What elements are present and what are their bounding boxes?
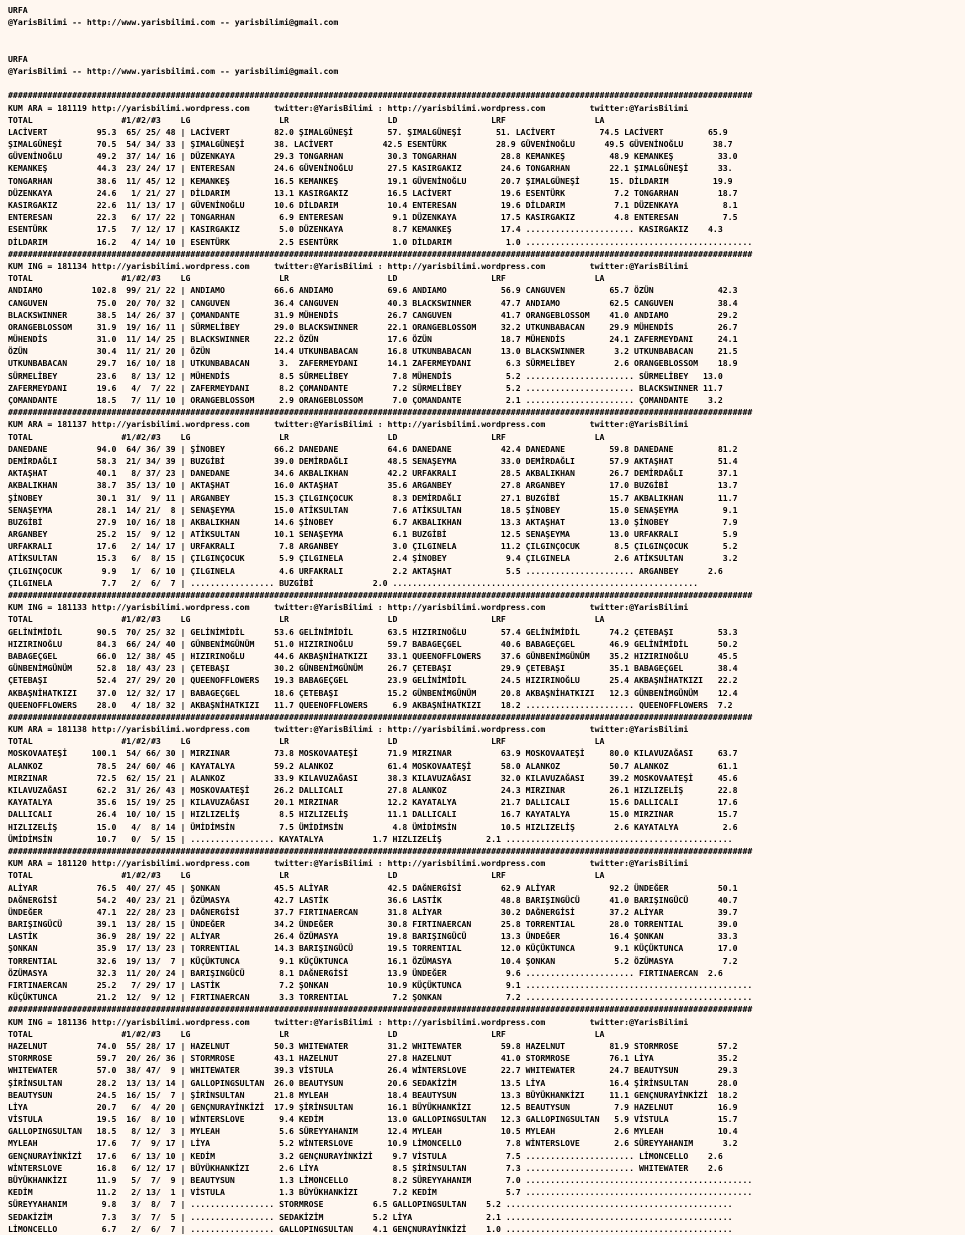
text-line: ATİKSULTAN 15.3 6/ 8/ 15 | ÇILGINÇOCUK 5.9 ÇILGINELA 2.4 ŞİNOBEY 9.4 ÇILGINELA 2.6 ATİKSULTAN 3.2 bbox=[8, 553, 738, 564]
text-line: VİSTULA 19.5 16/ 8/ 10 | WİNTERSLOVE 9.4 KEDİM 13.0 GALLOPINGSULTAN 12.3 GALLOPINGSULTAN 5.9 VİSTULA 15.7 bbox=[8, 1114, 738, 1125]
text-line: SÜREYYAHANIM 9.8 3/ 8/ 7 | ................. STORMROSE 6.5 GALLOPINGSULTAN 5.2 .............................................. bbox=[8, 1199, 733, 1210]
text-line: ŞİNOBEY 30.1 31/ 9/ 11 | ARGANBEY 15.3 ÇILGINÇOCUK 8.3 DEMİRDAĞLI 27.1 BUZGİBİ 15.7 AKBALIKHAN 11.7 bbox=[8, 492, 738, 503]
text-line: AKBALIKHAN 38.7 35/ 13/ 10 | AKTAŞHAT 16.0 AKTAŞHAT 35.6 ARGANBEY 27.8 ARGANBEY 17.0 BUZGİBİ 13.7 bbox=[8, 480, 738, 491]
text-line: CANGUVEN 75.0 20/ 70/ 32 | CANGUVEN 36.4 CANGUVEN 40.3 BLACKSWINNER 47.7 ANDIAMO 62.5 CANGUVEN 38.4 bbox=[8, 297, 738, 308]
text-line: AKTAŞHAT 40.1 8/ 37/ 23 | DANEDANE 34.6 AKBALIKHAN 42.2 URFAKRALI 28.5 AKBALIKHAN 26.7 DEMİRDAĞLI 37.1 bbox=[8, 468, 738, 479]
text-line: KUM ARA = 181138 http://yarisbilimi.wordpress.com twitter:@YarisBilimi : http://yarisbilimi.wordpress.com twitter:@YarisBilimi bbox=[8, 724, 689, 735]
text-line: GELİNİMİDİL 90.5 70/ 25/ 32 | GELİNİMİDİL 53.6 GELİNİMİDİL 63.5 HIZIRINOĞLU 57.4 GELİNİMİDİL 74.2 ÇETEBAŞI 53.3 bbox=[8, 626, 738, 637]
text-line: KEDİM 11.2 2/ 13/ 1 | VİSTULA 1.3 BÜYÜKHANKİZI 7.2 KEDİM 5.7 .............................................. bbox=[8, 1187, 753, 1198]
text-line: ŞONKAN 35.9 17/ 13/ 23 | TORRENTIAL 14.3 BARIŞINGÜCÜ 19.5 TORRENTIAL 12.0 KÜÇÜKTUNCA 9.1 KÜÇÜKTUNCA 17.0 bbox=[8, 943, 738, 954]
text-line: HAZELNUT 74.0 55/ 28/ 17 | HAZELNUT 50.3 WHITEWATER 31.2 WHITEWATER 59.8 HAZELNUT 81.9 STORMROSE 57.2 bbox=[8, 1040, 738, 1051]
text-line: ÇILGINELA 7.7 2/ 6/ 7 | ................. BUZGİBİ 2.0 .............................................................. bbox=[8, 577, 699, 588]
text-line: ÇETEBAŞI 52.4 27/ 29/ 20 | QUEENOFFLOWERS 19.3 BABAGEÇGEL 23.9 GELİNİMİDİL 24.5 HIZIRINOĞLU 25.4 AKBAŞNİHATKIZI 22.2 bbox=[8, 675, 738, 686]
text-line: SEDAKİZİM 7.3 3/ 7/ 5 | ................. SEDAKİZİM 5.2 LİYA 2.1 .............................................. bbox=[8, 1211, 733, 1222]
text-line: URFAKRALI 17.6 2/ 14/ 17 | URFAKRALI 7.8 ARGANBEY 3.0 ÇILGINELA 11.2 ÇILGINÇOCUK 8.5 ÇILGINÇOCUK 5.2 bbox=[8, 541, 738, 552]
text-line: HIZIRINOĞLU 84.3 66/ 24/ 40 | GÜNBENİMGÜNÜM 51.0 HIZIRINOĞLU 59.7 BABAGEÇGEL 40.6 BABAGEÇGEL 46.9 GELİNİMİDİL 50.2 bbox=[8, 638, 738, 649]
text-line: TOTAL #1/#2/#3 LG LR LD LRF LA bbox=[8, 114, 605, 125]
text-line: ####################################################################################################################################################### bbox=[8, 407, 753, 418]
text-line: SÜRMELİBEY 23.6 8/ 13/ 12 | MÜHENDİS 8.5 SÜRMELİBEY 7.8 MÜHENDİS 5.2 ...................... SÜRMELİBEY 13.0 bbox=[8, 370, 723, 381]
text-line: MYLEAH 17.6 7/ 9/ 17 | LİYA 5.2 WİNTERSLOVE 10.9 LİMONCELLO 7.8 WİNTERSLOVE 2.6 SÜREYYAHANIM 3.2 bbox=[8, 1138, 738, 1149]
text-line: ALANKOZ 78.5 24/ 60/ 46 | KAYATALYA 59.2 ALANKOZ 61.4 MOSKOVAATEŞİ 58.0 ALANKOZ 50.7 ALANKOZ 61.1 bbox=[8, 760, 738, 771]
text-line: ANDIAMO 102.8 99/ 21/ 22 | ANDIAMO 66.6 ANDIAMO 69.6 ANDIAMO 56.9 CANGUVEN 65.7 ÖZÜN 42.3 bbox=[8, 285, 738, 296]
text-line: TOTAL #1/#2/#3 LG LR LD LRF LA bbox=[8, 870, 605, 881]
text-line: ####################################################################################################################################################### bbox=[8, 1004, 753, 1015]
text-line: ŞİRİNSULTAN 28.2 13/ 13/ 14 | GALLOPINGSULTAN 26.0 BEAUTYSUN 20.6 SEDAKİZİM 13.5 LİYA 16.4 ŞİRİNSULTAN 28.0 bbox=[8, 1077, 738, 1088]
text-line: DAĞNERGİSİ 54.2 40/ 23/ 21 | ÖZÜMASYA 42.7 LASTİK 36.6 LASTİK 48.8 BARIŞINGÜCÜ 41.0 BARIŞINGÜCÜ 40.7 bbox=[8, 894, 738, 905]
text-line: ORANGEBLOSSOM 31.9 19/ 16/ 11 | SÜRMELİBEY 29.0 BLACKSWINNER 22.1 ORANGEBLOSSOM 32.2 UTKUNBABACAN 29.9 MÜHENDİS 26.7 bbox=[8, 321, 738, 332]
text-line: DİLDARIM 16.2 4/ 14/ 10 | ESENTÜRK 2.5 ESENTÜRK 1.0 DİLDARIM 1.0 .............................................. bbox=[8, 236, 753, 247]
text-line: ENTERESAN 22.3 6/ 17/ 22 | TONGARHAN 6.9 ENTERESAN 9.1 DÜZENKAYA 17.5 KASIRGAKIZ 4.8 ENTERESAN 7.5 bbox=[8, 212, 738, 223]
text-line: MÜHENDİS 31.0 11/ 14/ 25 | BLACKSWINNER 22.2 ÖZÜN 17.6 ÖZÜN 18.7 MÜHENDİS 24.1 ZAFERMEYDANI 24.1 bbox=[8, 334, 738, 345]
text-line: ÖZÜMASYA 32.3 11/ 20/ 24 | BARIŞINGÜCÜ 8.1 DAĞNERGİSİ 13.9 ÜNDEĞER 9.6 ...................... FIRTINAERCAN 2.6 bbox=[8, 967, 723, 978]
text-line: KEMANKEŞ 44.3 23/ 24/ 17 | ENTERESAN 24.6 GÜVENİNOĞLU 27.5 KASIRGAKIZ 24.6 TONGARHAN 22.1 ŞIMALGÜNEŞİ 33. bbox=[8, 163, 733, 174]
text-line: MOSKOVAATEŞİ 100.1 54/ 66/ 30 | MIRZINAR 73.8 MOSKOVAATEŞİ 71.9 MIRZINAR 63.9 MOSKOVAATEŞİ 80.0 KILAVUZAĞASI 63.7 bbox=[8, 748, 738, 759]
text-line: DÜZENKAYA 24.6 1/ 21/ 27 | DİLDARIM 13.1 KASIRGAKIZ 16.5 LACİVERT 19.6 ESENTÜRK 7.2 TONGARHAN 18.7 bbox=[8, 187, 738, 198]
text-line: ZAFERMEYDANI 19.6 4/ 7/ 22 | ZAFERMEYDANI 8.2 ÇOMANDANTE 7.2 SÜRMELİBEY 5.2 ...................... BLACKSWINNER 11.7 bbox=[8, 382, 723, 393]
text-line: ####################################################################################################################################################### bbox=[8, 90, 753, 101]
text-line: WİNTERSLOVE 16.8 6/ 12/ 17 | BÜYÜKHANKİZI 2.6 LİYA 8.5 ŞİRİNSULTAN 7.3 ...................... WHITEWATER 2.6 bbox=[8, 1162, 723, 1173]
text-line: GENÇNURAYİNKİZİ 17.6 6/ 13/ 10 | KEDİM 3.2 GENÇNURAYİNKİZİ 9.7 VİSTULA 7.5 ...................... LİMONCELLO 2.6 bbox=[8, 1150, 723, 1161]
text-line: ####################################################################################################################################################### bbox=[8, 845, 753, 856]
text-line: TOTAL #1/#2/#3 LG LR LD LRF LA bbox=[8, 273, 605, 284]
text-line: ÇILGINÇOCUK 9.9 1/ 6/ 10 | ÇILGINELA 4.6 URFAKRALI 2.2 AKTAŞHAT 5.5 ...................... ARGANBEY 2.6 bbox=[8, 565, 723, 576]
text-line: BUZGİBİ 27.9 10/ 16/ 18 | AKBALIKHAN 14.6 ŞİNOBEY 6.7 AKBALIKHAN 13.3 AKTAŞHAT 13.0 ŞİNOBEY 7.9 bbox=[8, 516, 738, 527]
text-line: ESENTÜRK 17.5 7/ 12/ 17 | KASIRGAKIZ 5.0 DÜZENKAYA 8.7 KEMANKEŞ 17.4 ...................... KASIRGAKIZ 4.3 bbox=[8, 224, 723, 235]
text-line: BEAUTYSUN 24.5 16/ 15/ 7 | ŞİRİNSULTAN 21.8 MYLEAH 18.4 BEAUTYSUN 13.3 BÜYÜKHANKİZI 11.1 GENÇNURAYİNKİZİ 18.2 bbox=[8, 1089, 738, 1100]
text-line: KUM ARA = 181120 http://yarisbilimi.wordpress.com twitter:@YarisBilimi : http://yarisbilimi.wordpress.com twitter:@YarisBilimi bbox=[8, 858, 689, 869]
text-line: GALLOPINGSULTAN 18.5 8/ 12/ 3 | MYLEAH 5.6 SÜREYYAHANIM 12.4 MYLEAH 10.5 MYLEAH 2.6 MYLEAH 10.4 bbox=[8, 1126, 738, 1137]
text-line: ALİYAR 76.5 40/ 27/ 45 | ŞONKAN 45.5 ALİYAR 42.5 DAĞNERGİSİ 62.9 ALİYAR 92.2 ÜNDEĞER 50.1 bbox=[8, 882, 738, 893]
text-line: KASIRGAKIZ 22.6 11/ 13/ 17 | GÜVENİNOĞLU 10.6 DİLDARIM 10.4 ENTERESAN 19.6 DİLDARIM 7.1 DÜZENKAYA 8.1 bbox=[8, 200, 738, 210]
text-line: URFA bbox=[8, 5, 28, 15]
text-line: KUM ARA = 181119 http://yarisbilimi.wordpress.com twitter:@YarisBilimi : http://yarisbilimi.wordpress.com twitter:@YarisBilimi bbox=[8, 102, 689, 113]
text-line: HIZLIZELİŞ 15.0 4/ 8/ 14 | ÜMİDİMSİN 7.5 ÜMİDİMSİN 4.8 ÜMİDİMSİN 10.5 HIZLIZELİŞ 2.6 KAYATALYA 2.6 bbox=[8, 821, 738, 832]
text-line: KUM ING = 181134 http://yarisbilimi.wordpress.com twitter:@YarisBilimi : http://yarisbilimi.wordpress.com twitter:@YarisBilimi bbox=[8, 260, 689, 271]
text-line: ####################################################################################################################################################### bbox=[8, 711, 753, 722]
text-line: LASTİK 36.9 28/ 19/ 22 | ALİYAR 26.4 ÖZÜMASYA 19.8 BARIŞINGÜCÜ 13.3 ÜNDEĞER 16.4 ŞONKAN 33.3 bbox=[8, 931, 738, 942]
text-line: TOTAL #1/#2/#3 LG LR LD LRF LA bbox=[8, 431, 605, 442]
text-line: DALLICALI 26.4 10/ 10/ 15 | HIZLIZELİŞ 8.5 HIZLIZELİŞ 11.1 DALLICALI 16.7 KAYATALYA 15.0 MIRZINAR 15.7 bbox=[8, 809, 738, 820]
text-line bbox=[8, 28, 752, 40]
text-line: BABAGEÇGEL 66.0 12/ 38/ 45 | HIZIRINOĞLU 44.6 AKBAŞNİHATKIZI 33.1 QUEENOFFLOWERS 37.6 GÜNBENİMGÜNÜM 35.2 HIZIRINOĞLU 45.5 bbox=[8, 650, 738, 661]
text-line: DANEDANE 94.0 64/ 36/ 39 | ŞİNOBEY 66.2 DANEDANE 64.6 DANEDANE 42.4 DANEDANE 59.8 DANEDANE 81.2 bbox=[8, 443, 738, 454]
text-line: KAYATALYA 35.6 15/ 19/ 25 | KILAVUZAĞASI 20.1 MIRZINAR 12.2 KAYATALYA 21.7 DALLICALI 15.6 DALLICALI 17.6 bbox=[8, 797, 738, 808]
text-line: KUM ING = 181136 http://yarisbilimi.wordpress.com twitter:@YarisBilimi : http://yarisbilimi.wordpress.com twitter:@YarisBilimi bbox=[8, 1016, 689, 1027]
text-line: BARIŞINGÜCÜ 39.1 13/ 28/ 15 | ÜNDEĞER 34.2 ÜNDEĞER 30.8 FIRTINAERCAN 25.8 TORRENTIAL 28.0 TORRENTIAL 39.0 bbox=[8, 919, 738, 930]
text-line: ####################################################################################################################################################### bbox=[8, 248, 753, 259]
text-line: TOTAL #1/#2/#3 LG LR LD LRF LA bbox=[8, 1028, 605, 1039]
text-line: FIRTINAERCAN 25.2 7/ 29/ 17 | LASTİK 7.2 ŞONKAN 10.9 KÜÇÜKTUNCA 9.1 .............................................. bbox=[8, 980, 753, 990]
text-line: @YarisBilimi -- http://www.yarisbilimi.com -- yarisbilimi@gmail.com bbox=[8, 65, 339, 76]
text-line: BÜYÜKHANKİZI 11.9 5/ 7/ 9 | BEAUTYSUN 1.3 LİMONCELLO 8.2 SÜREYYAHANIM 7.0 .............................................. bbox=[8, 1175, 753, 1185]
text-line: ÜMİDİMSİN 10.7 0/ 5/ 15 | ................. KAYATALYA 1.7 HIZLIZELİŞ 2.1 .............................................. bbox=[8, 833, 733, 844]
text-line: TONGARHAN 38.6 11/ 45/ 12 | KEMANKEŞ 16.5 KEMANKEŞ 19.1 GÜVENİNOĞLU 20.7 ŞIMALGÜNEŞİ 15. DİLDARIM 19.9 bbox=[8, 175, 733, 186]
text-line: LACİVERT 95.3 65/ 25/ 48 | LACİVERT 82.0 ŞIMALGÜNEŞİ 57. ŞIMALGÜNEŞİ 51. LACİVERT 74.5 LACİVERT 65.9 bbox=[8, 126, 728, 137]
text-line: GÜNBENİMGÜNÜM 52.8 18/ 43/ 23 | ÇETEBAŞI 30.2 GÜNBENİMGÜNÜM 26.7 ÇETEBAŞI 29.9 ÇETEBAŞI 35.1 BABAGEÇGEL 38.4 bbox=[8, 663, 738, 674]
text-line: KILAVUZAĞASI 62.2 31/ 26/ 43 | MOSKOVAATEŞİ 26.2 DALLICALI 27.8 ALANKOZ 24.3 MIRZINAR 26.1 HIZLIZELİŞ 22.8 bbox=[8, 785, 738, 795]
text-line: ÖZÜN 30.4 11/ 21/ 20 | ÖZÜN 14.4 UTKUNBABACAN 16.8 UTKUNBABACAN 13.0 BLACKSWINNER 3.2 UTKUNBABACAN 21.5 bbox=[8, 346, 738, 357]
text-line bbox=[8, 41, 752, 53]
text-line: KUM ARA = 181137 http://yarisbilimi.wordpress.com twitter:@YarisBilimi : http://yarisbilimi.wordpress.com twitter:@YarisBilimi bbox=[8, 419, 689, 430]
text-line bbox=[8, 77, 752, 89]
text-line: AKBAŞNİHATKIZI 37.0 12/ 32/ 17 | BABAGEÇGEL 18.6 ÇETEBAŞI 15.2 GÜNBENİMGÜNÜM 20.8 AKBAŞNİHATKIZI 12.3 GÜNBENİMGÜNÜM 12.4 bbox=[8, 687, 738, 698]
text-line: TOTAL #1/#2/#3 LG LR LD LRF LA bbox=[8, 736, 605, 747]
text-line: DEMİRDAĞLI 58.3 21/ 34/ 39 | BUZGİBİ 39.0 DEMİRDAĞLI 48.5 SENAŞEYMA 33.0 DEMİRDAĞLI 57.9 AKTAŞHAT 51.4 bbox=[8, 455, 738, 466]
text-line: ARGANBEY 25.2 15/ 9/ 12 | ATİKSULTAN 10.1 SENAŞEYMA 6.1 BUZGİBİ 12.5 SENAŞEYMA 13.0 URFAKRALI 5.9 bbox=[8, 529, 738, 540]
text-line: STORMROSE 59.7 20/ 26/ 36 | STORMROSE 43.1 HAZELNUT 27.8 HAZELNUT 41.0 STORMROSE 76.1 LİYA 35.2 bbox=[8, 1053, 738, 1064]
text-line: BLACKSWINNER 38.5 14/ 26/ 37 | ÇOMANDANTE 31.9 MÜHENDİS 26.7 CANGUVEN 41.7 ORANGEBLOSSOM 41.0 ANDIAMO 29.2 bbox=[8, 309, 738, 320]
text-line: UTKUNBABACAN 29.7 16/ 10/ 18 | UTKUNBABACAN 3. ZAFERMEYDANI 14.1 ZAFERMEYDANI 6.3 SÜRMELİBEY 2.6 ORANGEBLOSSOM 18.9 bbox=[8, 358, 738, 369]
text-line: LİYA 20.7 6/ 4/ 20 | GENÇNURAYİNKİZİ 17.9 ŞİRİNSULTAN 16.1 BÜYÜKHANKİZI 12.5 BEAUTYSUN 7.9 HAZELNUT 16.9 bbox=[8, 1101, 738, 1112]
text-line: SENAŞEYMA 28.1 14/ 21/ 8 | SENAŞEYMA 15.0 ATİKSULTAN 7.6 ATİKSULTAN 18.5 ŞİNOBEY 15.0 SENAŞEYMA 9.1 bbox=[8, 504, 738, 515]
text-line: @YarisBilimi -- http://www.yarisbilimi.com -- yarisbilimi@gmail.com bbox=[8, 17, 339, 28]
text-line: WHITEWATER 57.0 38/ 47/ 9 | WHITEWATER 39.3 VİSTULA 26.4 WİNTERSLOVE 22.7 WHITEWATER 24.7 BEAUTYSUN 29.3 bbox=[8, 1065, 738, 1076]
text-line: KÜÇÜKTUNCA 21.2 12/ 9/ 12 | FIRTINAERCAN 3.3 TORRENTIAL 7.2 ŞONKAN 7.2 .............................................. bbox=[8, 992, 753, 1003]
text-line: GÜVENİNOĞLU 49.2 37/ 14/ 16 | DÜZENKAYA 29.3 TONGARHAN 30.3 TONGARHAN 28.8 KEMANKEŞ 48.9 KEMANKEŞ 33.0 bbox=[8, 151, 738, 162]
text-line: URFA bbox=[8, 53, 28, 64]
text-line: TORRENTIAL 32.6 19/ 13/ 7 | KÜÇÜKTUNCA 9.1 KÜÇÜKTUNCA 16.1 ÖZÜMASYA 10.4 ŞONKAN 5.2 ÖZÜMASYA 7.2 bbox=[8, 955, 738, 966]
document-body bbox=[8, 4, 752, 1235]
text-line: KUM ING = 181133 http://yarisbilimi.wordpress.com twitter:@YarisBilimi : http://yarisbilimi.wordpress.com twitter:@YarisBilimi bbox=[8, 602, 689, 613]
text-line: ÜNDEĞER 47.1 22/ 28/ 23 | DAĞNERGİSİ 37.7 FIRTINAERCAN 31.8 ALİYAR 30.2 DAĞNERGİSİ 37.2 ALİYAR 39.7 bbox=[8, 906, 738, 917]
text-line: MIRZINAR 72.5 62/ 15/ 21 | ALANKOZ 33.9 KILAVUZAĞASI 38.3 KILAVUZAĞASI 32.0 KILAVUZAĞASI 39.2 MOSKOVAATEŞİ 45.6 bbox=[8, 772, 738, 783]
text-line: ŞIMALGÜNEŞİ 70.5 54/ 34/ 33 | ŞIMALGÜNEŞİ 38. LACİVERT 42.5 ESENTÜRK 28.9 GÜVENİNOĞLU 49.5 GÜVENİNOĞLU 38.7 bbox=[8, 139, 733, 150]
text-line: LİMONCELLO 6.7 2/ 6/ 7 | ................. GALLOPINGSULTAN 4.1 GENÇNURAYİNKİZİ 1.0 .............................................. bbox=[8, 1223, 733, 1234]
text-line: QUEENOFFLOWERS 28.0 4/ 18/ 32 | AKBAŞNİHATKIZI 11.7 QUEENOFFLOWERS 6.9 AKBAŞNİHATKIZI 18.2 ...................... QUEENOFFLOWERS 7.2 bbox=[8, 699, 733, 710]
text-line: ÇOMANDANTE 18.5 7/ 11/ 10 | ORANGEBLOSSOM 2.9 ORANGEBLOSSOM 7.0 ÇOMANDANTE 2.1 ...................... ÇOMANDANTE 3.2 bbox=[8, 395, 723, 405]
text-line: ####################################################################################################################################################### bbox=[8, 590, 753, 600]
text-line: TOTAL #1/#2/#3 LG LR LD LRF LA bbox=[8, 614, 605, 625]
